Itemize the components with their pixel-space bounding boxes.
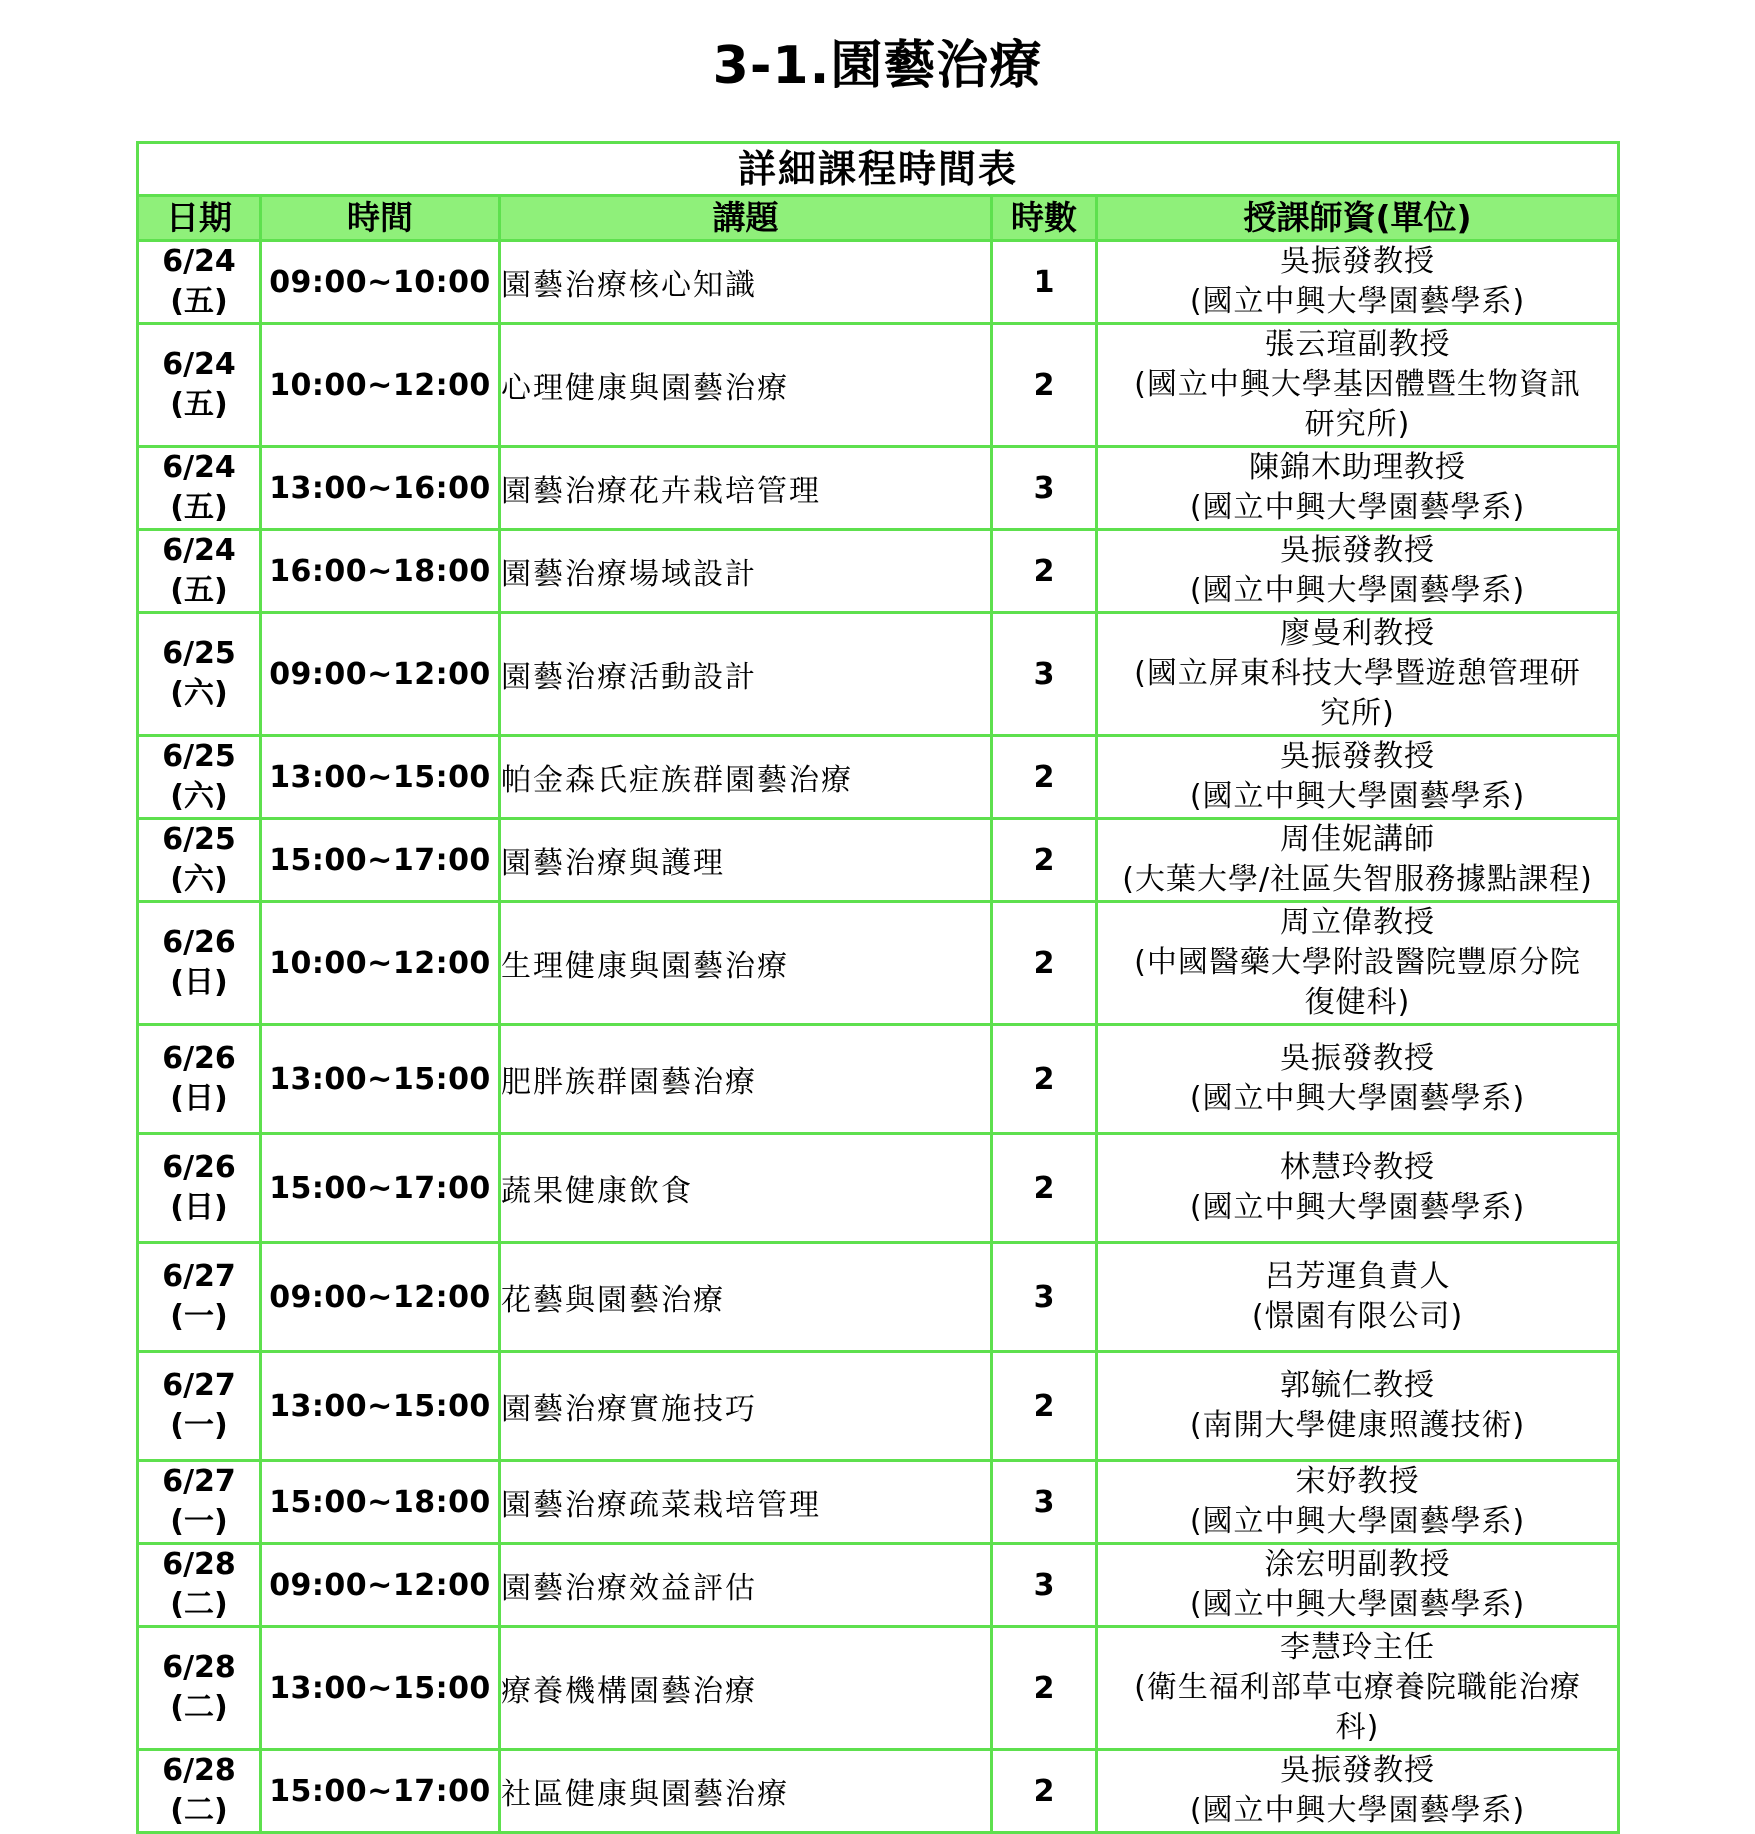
teacher-cell xyxy=(1097,1544,1619,1627)
header-teacher: 授課師資(單位) xyxy=(1097,196,1619,241)
table-caption: 詳細課程時間表 xyxy=(138,143,1619,196)
table-row xyxy=(138,902,1619,1025)
time-cell: 09:00~12:00 xyxy=(261,613,500,736)
header-time: 時間 xyxy=(261,196,500,241)
teacher-line: (國立中興大學園藝學系) xyxy=(1189,490,1526,525)
table-row xyxy=(138,819,1619,902)
date-text: 6/28 xyxy=(162,1650,236,1685)
teacher-line: 陳錦木助理教授 xyxy=(1249,450,1467,485)
hours-cell: 2 xyxy=(992,1750,1097,1833)
teacher-line: 吳振發教授 xyxy=(1280,533,1436,568)
table-row xyxy=(138,530,1619,613)
teacher-line: 周佳妮講師 xyxy=(1280,822,1436,857)
time-cell: 15:00~18:00 xyxy=(261,1461,500,1544)
topic-cell: 生理健康與園藝治療 xyxy=(500,902,992,1025)
date-cell xyxy=(138,613,261,736)
teacher-cell xyxy=(1097,1352,1619,1461)
teacher-line: (國立中興大學園藝學系) xyxy=(1189,573,1526,608)
hours-cell: 3 xyxy=(992,613,1097,736)
teacher-line: (國立中興大學園藝學系) xyxy=(1189,1793,1526,1828)
teacher-line: (南開大學健康照護技術) xyxy=(1189,1408,1526,1443)
teacher-line: (中國醫藥大學附設醫院豐原分院 xyxy=(1134,945,1581,980)
hours-cell: 2 xyxy=(992,1627,1097,1750)
time-cell: 16:00~18:00 xyxy=(261,530,500,613)
table-row xyxy=(138,1750,1619,1833)
teacher-cell xyxy=(1097,241,1619,324)
date-text: 6/27 xyxy=(162,1464,236,1499)
header-date: 日期 xyxy=(138,196,261,241)
topic-cell: 療養機構園藝治療 xyxy=(500,1627,992,1750)
date-text: 6/25 xyxy=(162,739,236,774)
topic-cell: 園藝治療與護理 xyxy=(500,819,992,902)
time-cell: 09:00~12:00 xyxy=(261,1243,500,1352)
page-title: 3-1.園藝治療 xyxy=(712,36,1043,96)
teacher-line: 吳振發教授 xyxy=(1280,244,1436,279)
teacher-line: 涂宏明副教授 xyxy=(1264,1547,1451,1582)
date-text: 6/26 xyxy=(162,925,236,960)
time-cell: 13:00~16:00 xyxy=(261,447,500,530)
date-text: 6/28 xyxy=(162,1753,236,1788)
date-cell xyxy=(138,1352,261,1461)
header-topic: 講題 xyxy=(500,196,992,241)
topic-cell: 園藝治療花卉栽培管理 xyxy=(500,447,992,530)
date-text: 6/27 xyxy=(162,1368,236,1403)
teacher-cell xyxy=(1097,613,1619,736)
hours-cell: 3 xyxy=(992,1461,1097,1544)
teacher-line: 廖曼利教授 xyxy=(1280,616,1436,651)
date-cell xyxy=(138,324,261,447)
hours-cell: 2 xyxy=(992,736,1097,819)
date-text: 6/25 xyxy=(162,822,236,857)
table-header-row xyxy=(138,196,1619,241)
hours-cell: 3 xyxy=(992,447,1097,530)
teacher-line: (國立屏東科技大學暨遊憩管理研 xyxy=(1134,656,1581,691)
date-text: 6/26 xyxy=(162,1041,236,1076)
teacher-line: 郭毓仁教授 xyxy=(1280,1368,1436,1403)
teacher-line: (國立中興大學園藝學系) xyxy=(1189,779,1526,814)
topic-cell: 園藝治療效益評估 xyxy=(500,1544,992,1627)
date-text: 6/24 xyxy=(162,450,236,485)
time-cell: 13:00~15:00 xyxy=(261,1352,500,1461)
date-text: 6/24 xyxy=(162,533,236,568)
table-row xyxy=(138,1025,1619,1134)
topic-cell: 園藝治療核心知識 xyxy=(500,241,992,324)
date-cell xyxy=(138,1750,261,1833)
weekday-text: (日) xyxy=(170,965,228,1000)
date-text: 6/24 xyxy=(162,347,236,382)
date-cell xyxy=(138,1544,261,1627)
teacher-cell xyxy=(1097,530,1619,613)
teacher-line: (憬園有限公司) xyxy=(1251,1299,1464,1334)
time-cell: 09:00~10:00 xyxy=(261,241,500,324)
teacher-line: 吳振發教授 xyxy=(1280,1041,1436,1076)
topic-cell: 社區健康與園藝治療 xyxy=(500,1750,992,1833)
table-row xyxy=(138,324,1619,447)
teacher-cell xyxy=(1097,819,1619,902)
time-cell: 13:00~15:00 xyxy=(261,736,500,819)
date-cell xyxy=(138,530,261,613)
weekday-text: (一) xyxy=(170,1408,228,1443)
hours-cell: 2 xyxy=(992,530,1097,613)
teacher-line: (國立中興大學園藝學系) xyxy=(1189,1504,1526,1539)
weekday-text: (五) xyxy=(170,573,228,608)
date-text: 6/26 xyxy=(162,1150,236,1185)
header-hours: 時數 xyxy=(992,196,1097,241)
date-cell xyxy=(138,902,261,1025)
weekday-text: (日) xyxy=(170,1081,228,1116)
topic-cell: 園藝治療疏菜栽培管理 xyxy=(500,1461,992,1544)
date-cell xyxy=(138,447,261,530)
teacher-line: (國立中興大學園藝學系) xyxy=(1189,1190,1526,1225)
time-cell: 10:00~12:00 xyxy=(261,324,500,447)
hours-cell: 2 xyxy=(992,1025,1097,1134)
topic-cell: 蔬果健康飲食 xyxy=(500,1134,992,1243)
teacher-line: 呂芳運負責人 xyxy=(1264,1259,1451,1294)
hours-cell: 2 xyxy=(992,819,1097,902)
table-row xyxy=(138,1544,1619,1627)
weekday-text: (六) xyxy=(170,862,228,897)
weekday-text: (五) xyxy=(170,284,228,319)
date-text: 6/25 xyxy=(162,636,236,671)
table-row xyxy=(138,736,1619,819)
date-cell xyxy=(138,819,261,902)
weekday-text: (二) xyxy=(170,1793,228,1828)
teacher-line: 宋妤教授 xyxy=(1295,1464,1420,1499)
date-cell xyxy=(138,241,261,324)
teacher-line: 研究所) xyxy=(1304,407,1411,442)
table-row xyxy=(138,241,1619,324)
teacher-line: 周立偉教授 xyxy=(1280,905,1436,940)
weekday-text: (六) xyxy=(170,779,228,814)
teacher-cell xyxy=(1097,1461,1619,1544)
topic-cell: 園藝治療場域設計 xyxy=(500,530,992,613)
date-cell xyxy=(138,1243,261,1352)
table-row xyxy=(138,447,1619,530)
weekday-text: (二) xyxy=(170,1587,228,1622)
course-schedule-table xyxy=(136,141,1620,1834)
time-cell: 15:00~17:00 xyxy=(261,1134,500,1243)
topic-cell: 肥胖族群園藝治療 xyxy=(500,1025,992,1134)
date-cell xyxy=(138,1134,261,1243)
teacher-line: 張云瑄副教授 xyxy=(1264,327,1451,362)
hours-cell: 2 xyxy=(992,1352,1097,1461)
table-row xyxy=(138,613,1619,736)
table-row xyxy=(138,1461,1619,1544)
topic-cell: 園藝治療活動設計 xyxy=(500,613,992,736)
time-cell: 09:00~12:00 xyxy=(261,1544,500,1627)
teacher-line: (國立中興大學園藝學系) xyxy=(1189,1081,1526,1116)
weekday-text: (六) xyxy=(170,676,228,711)
weekday-text: (一) xyxy=(170,1504,228,1539)
weekday-text: (二) xyxy=(170,1690,228,1725)
topic-cell: 花藝與園藝治療 xyxy=(500,1243,992,1352)
teacher-cell xyxy=(1097,447,1619,530)
teacher-cell xyxy=(1097,1750,1619,1833)
table-row xyxy=(138,1627,1619,1750)
teacher-cell xyxy=(1097,1025,1619,1134)
date-text: 6/27 xyxy=(162,1259,236,1294)
time-cell: 13:00~15:00 xyxy=(261,1627,500,1750)
teacher-line: 科) xyxy=(1335,1710,1380,1745)
date-text: 6/28 xyxy=(162,1547,236,1582)
topic-cell: 園藝治療實施技巧 xyxy=(500,1352,992,1461)
time-cell: 13:00~15:00 xyxy=(261,1025,500,1134)
teacher-cell xyxy=(1097,1243,1619,1352)
teacher-line: 復健科) xyxy=(1304,985,1411,1020)
teacher-line: 究所) xyxy=(1320,696,1395,731)
teacher-cell xyxy=(1097,1627,1619,1750)
time-cell: 15:00~17:00 xyxy=(261,1750,500,1833)
date-text: 6/24 xyxy=(162,244,236,279)
topic-cell: 帕金森氏症族群園藝治療 xyxy=(500,736,992,819)
time-cell: 10:00~12:00 xyxy=(261,902,500,1025)
teacher-line: (衛生福利部草屯療養院職能治療 xyxy=(1134,1670,1581,1705)
teacher-cell xyxy=(1097,324,1619,447)
teacher-line: 吳振發教授 xyxy=(1280,1753,1436,1788)
teacher-line: (國立中興大學基因體暨生物資訊 xyxy=(1134,367,1581,402)
table-caption-row xyxy=(138,143,1619,196)
weekday-text: (日) xyxy=(170,1190,228,1225)
table-row xyxy=(138,1352,1619,1461)
weekday-text: (五) xyxy=(170,387,228,422)
weekday-text: (五) xyxy=(170,490,228,525)
date-cell xyxy=(138,1461,261,1544)
teacher-line: (大葉大學/社區失智服務據點課程) xyxy=(1122,862,1593,897)
date-cell xyxy=(138,1627,261,1750)
table-row xyxy=(138,1243,1619,1352)
date-cell xyxy=(138,736,261,819)
teacher-cell xyxy=(1097,1134,1619,1243)
weekday-text: (一) xyxy=(170,1299,228,1334)
teacher-cell xyxy=(1097,902,1619,1025)
teacher-line: 林慧玲教授 xyxy=(1280,1150,1436,1185)
date-cell xyxy=(138,1025,261,1134)
teacher-cell xyxy=(1097,736,1619,819)
teacher-line: (國立中興大學園藝學系) xyxy=(1189,1587,1526,1622)
hours-cell: 1 xyxy=(992,241,1097,324)
time-cell: 15:00~17:00 xyxy=(261,819,500,902)
topic-cell: 心理健康與園藝治療 xyxy=(500,324,992,447)
teacher-line: 李慧玲主任 xyxy=(1280,1630,1436,1665)
hours-cell: 2 xyxy=(992,1134,1097,1243)
hours-cell: 3 xyxy=(992,1544,1097,1627)
teacher-line: 吳振發教授 xyxy=(1280,739,1436,774)
hours-cell: 2 xyxy=(992,902,1097,1025)
hours-cell: 3 xyxy=(992,1243,1097,1352)
teacher-line: (國立中興大學園藝學系) xyxy=(1189,284,1526,319)
hours-cell: 2 xyxy=(992,324,1097,447)
table-row xyxy=(138,1134,1619,1243)
